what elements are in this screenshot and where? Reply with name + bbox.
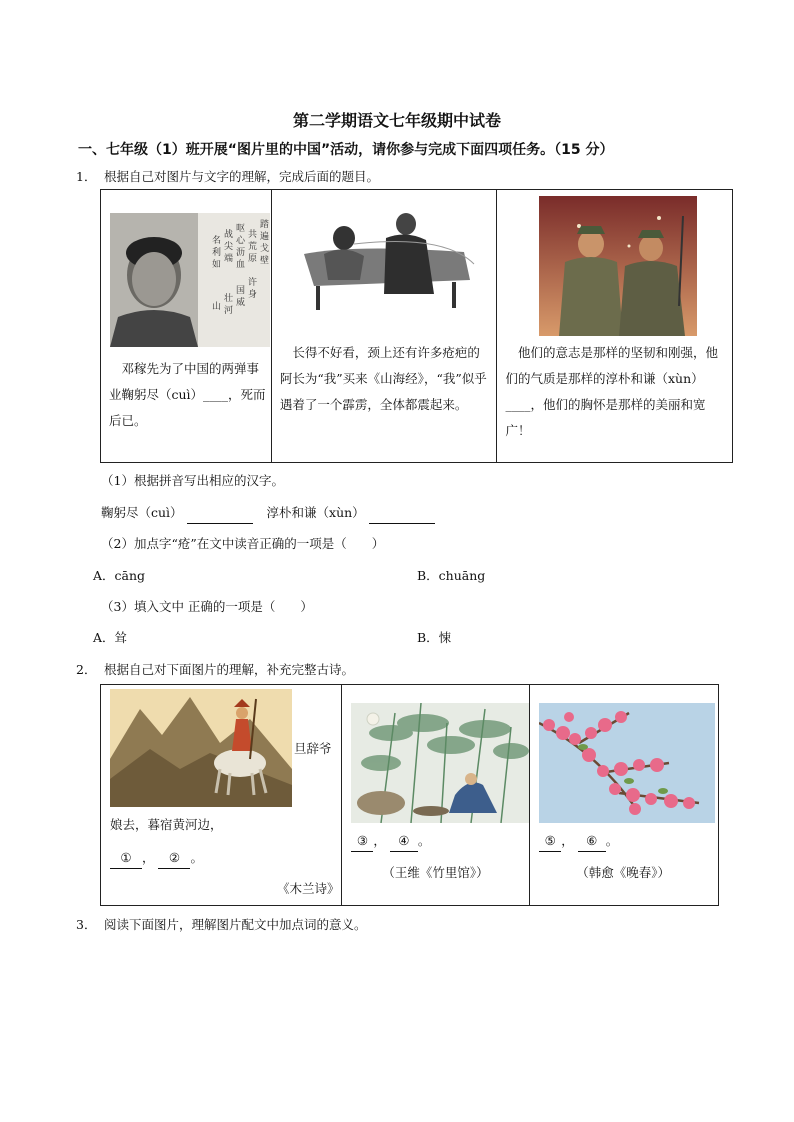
zhuliguan-blanks: ③ ， ④ 。 [351, 831, 430, 852]
svg-text:荒: 荒 [248, 242, 258, 252]
svg-text:沥: 沥 [236, 248, 246, 258]
cell-3-text: 他们的意志是那样的坚韧和刚强，他们的气质是那样的淳朴和谦（xùn）____，他们的胸怀是那样的美丽和宽广！ [505, 345, 718, 438]
mulan-blanks: ① ， ② 。 [110, 848, 203, 869]
svg-text:共: 共 [248, 230, 258, 240]
option-2a[interactable]: A．cāng [93, 568, 146, 583]
cell-wanchun [530, 685, 719, 906]
question-3-number: 3． [76, 917, 97, 932]
svg-text:利: 利 [212, 248, 222, 258]
deng-jiaxian-photo [110, 213, 270, 347]
blank-cui[interactable] [187, 503, 253, 524]
svg-text:战: 战 [224, 230, 234, 240]
svg-text:山: 山 [212, 302, 222, 312]
svg-text:血: 血 [236, 260, 246, 270]
svg-text:如: 如 [212, 260, 222, 270]
question-2-number: 2． [76, 662, 97, 677]
question-1-stem: 根据自己对图片与文字的理解，完成后面的题目。 [104, 169, 380, 184]
subquestion-2: （2）加点字“疮”在文中读音正确的一项是（ ） [101, 536, 385, 551]
blank-6[interactable]: ⑥ [578, 831, 606, 852]
mulan-side-text: 旦辞爷 [294, 741, 332, 756]
blossom-photo [539, 703, 715, 823]
svg-text:河: 河 [224, 306, 234, 316]
cell-mulan [101, 685, 342, 906]
mulan-painting [110, 689, 292, 807]
svg-text:身: 身 [248, 290, 258, 300]
mulan-line: 娘去，暮宿黄河边， [110, 817, 223, 832]
svg-text:心: 心 [236, 236, 246, 246]
svg-text:戈: 戈 [260, 244, 270, 254]
svg-text:国: 国 [236, 286, 246, 296]
option-3b[interactable]: B．悚 [417, 630, 452, 645]
bamboo-painting [351, 703, 529, 823]
svg-text:名: 名 [212, 236, 222, 246]
question-1-number: 1． [76, 169, 97, 184]
option-3a[interactable]: A．耸 [93, 630, 128, 645]
svg-text:威: 威 [236, 298, 246, 308]
soldiers-painting [539, 196, 697, 336]
zhuliguan-source: （王维《竹里馆》） [382, 865, 489, 880]
question-2-stem: 根据自己对下面图片的理解，补充完整古诗。 [104, 662, 355, 677]
wanchun-source: （韩愈《晚春》） [576, 865, 670, 880]
blank-xun[interactable] [369, 503, 435, 524]
cell-a-chang [271, 190, 497, 463]
a-chang-illustration [294, 204, 480, 314]
cell-2-text: 长得不好看，颈上还有许多疮疤的阿长为“我”买来《山海经》，“我”似乎遇着了一个霹雳，全体都震起来。 [279, 345, 487, 412]
cell-zhuliguan [342, 685, 530, 906]
section-heading: 一、七年级（1）班开展“图片里的中国”活动，请你参与完成下面四项任务。（15 分） [78, 142, 614, 158]
svg-text:呕: 呕 [236, 224, 246, 234]
blank-2[interactable]: ② [158, 848, 190, 869]
svg-text:踏: 踏 [260, 220, 270, 230]
option-2b[interactable]: B．chuāng [417, 568, 486, 583]
question-1-table [100, 189, 733, 463]
subquestion-1-answer-row [101, 503, 435, 524]
blank-xun-label: 淳朴和谦（xùn） [266, 505, 365, 520]
blank-5[interactable]: ⑤ [539, 831, 561, 852]
subquestion-3: （3）填入文中 正确的一项是（ ） [101, 599, 313, 614]
mulan-source: 《木兰诗》 [277, 881, 340, 896]
cell-deng-jiaxian [101, 190, 272, 463]
svg-text:壮: 壮 [224, 294, 234, 304]
svg-text:遍: 遍 [260, 232, 270, 242]
svg-text:许: 许 [248, 278, 258, 288]
svg-text:端: 端 [224, 254, 234, 264]
page-title: 第二学期语文七年级期中试卷 [292, 111, 501, 130]
blank-4[interactable]: ④ [390, 831, 418, 852]
svg-text:壁: 壁 [260, 256, 270, 266]
blank-3[interactable]: ③ [351, 831, 373, 852]
question-2-table [100, 684, 719, 906]
blank-cui-label: 鞠躬尽（cuì） [101, 505, 183, 520]
subquestion-1: （1）根据拼音写出相应的汉字。 [101, 473, 284, 488]
cell-soldiers [497, 190, 733, 463]
wanchun-blanks: ⑤ ， ⑥ 。 [539, 831, 618, 852]
svg-text:尖: 尖 [224, 242, 234, 252]
cell-1-text: 邓稼先为了中国的两弹事业鞠躬尽（cuì）____，死而后已。 [109, 361, 266, 428]
blank-1[interactable]: ① [110, 848, 142, 869]
question-3-stem: 阅读下面图片，理解图片配文中加点词的意义。 [104, 917, 367, 932]
svg-text:原: 原 [248, 254, 258, 264]
